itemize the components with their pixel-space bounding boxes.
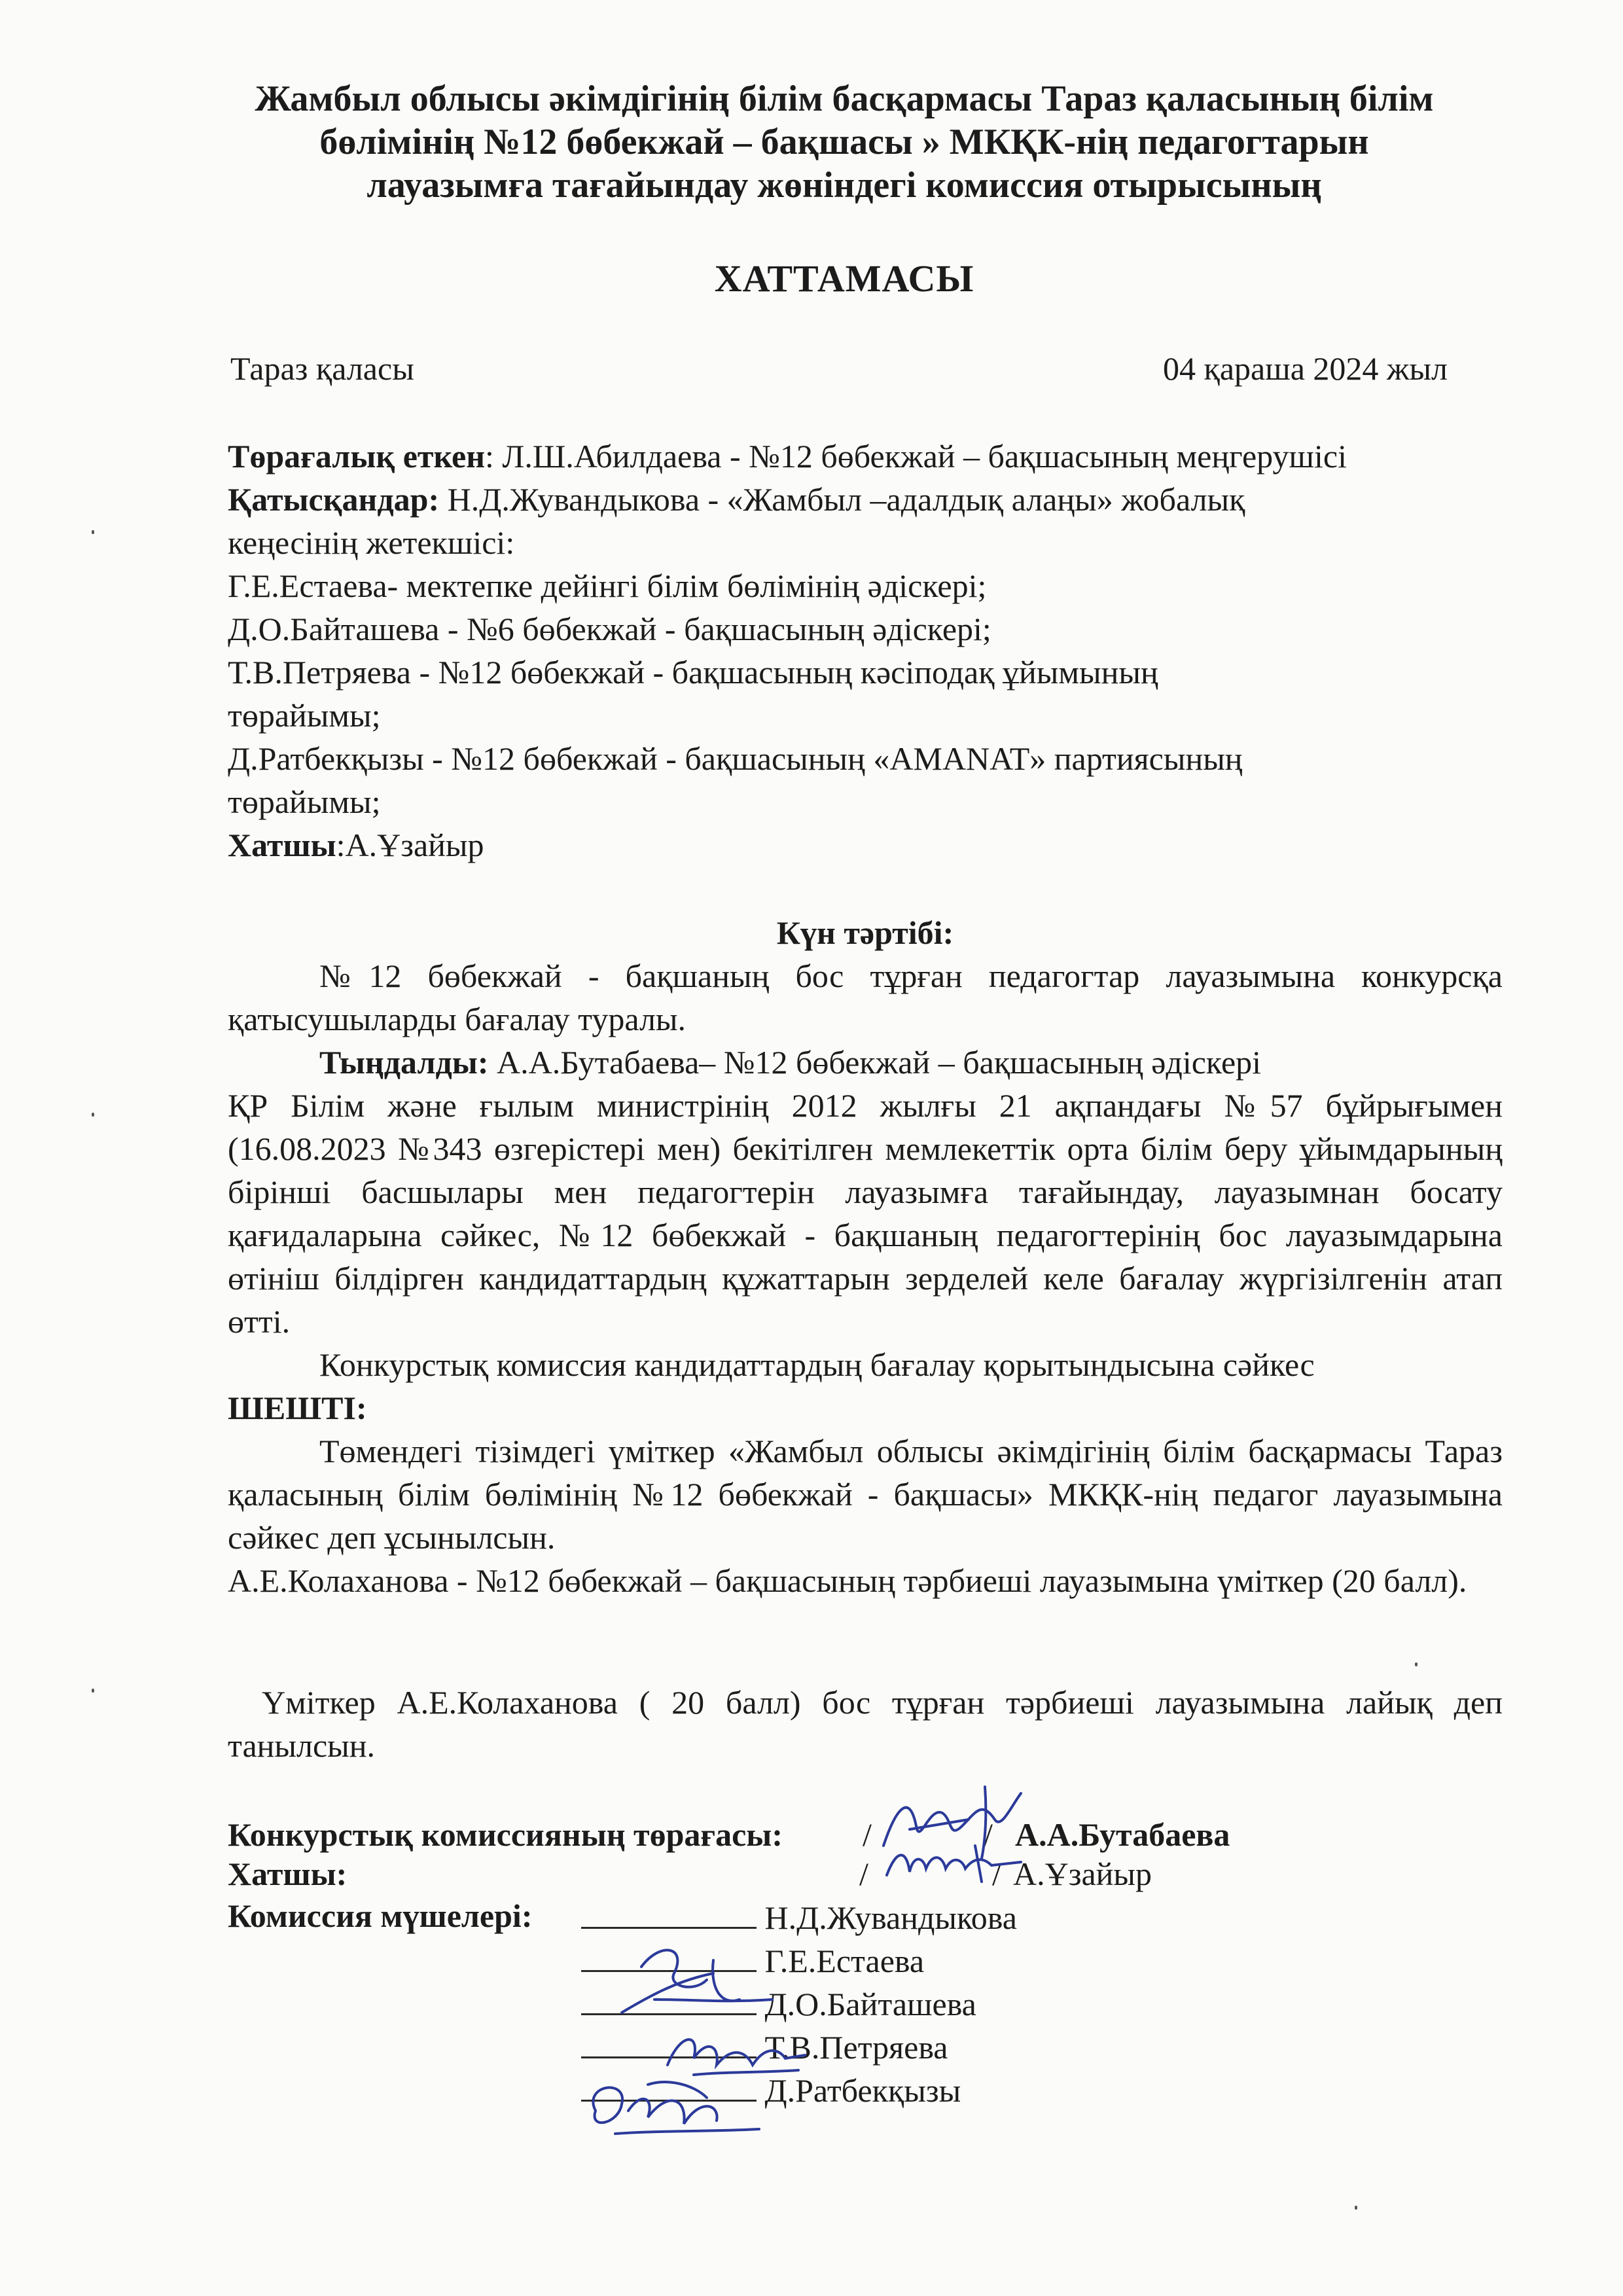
participant-5: Д.Ратбекқызы - №12 бөбекжай - бақшасының «AMANAT» партиясының	[228, 740, 1243, 777]
member-name-3: Д.О.Байташева	[764, 1986, 976, 2022]
member-name-5: Д.Ратбекқызы	[764, 2072, 961, 2109]
header-line-1: Жамбыл облысы әкімдігінің білім басқармасы Тараз қаласының білім	[255, 79, 1434, 119]
document-header	[196, 77, 1492, 207]
heard-text: ҚР Білім және ғылым министрінің 2012 жылғы 21 ақпандағы №57 бұйрығымен (16.08.2023 №343 өзгерістері мен) бекітілген мемлекеттік орта білім беру ұйымдарының бірінші басшылары мен педагогтерін лауазымға тағайындау, лауазымнан босату қағидаларына сәйкес, №12 бөбекжай - бақшаның педагогтерінің бос лауазымдарына өтініш білдірген кандидаттардың құжаттарын зерделей келе бағалау жүргізілгенін атап өтті.	[228, 1087, 1503, 1340]
chair-slash-open: /	[863, 1816, 872, 1853]
participant-1: Н.Д.Жувандыкова - «Жамбыл –адалдық алаңы» жобалық	[439, 481, 1245, 518]
secretary-slash-open: /	[859, 1856, 868, 1892]
member-name-4: Т.В.Петряева	[764, 2029, 948, 2066]
agenda-item: №12 бөбекжай - бақшаның бос тұрған педагогтар лауазымына конкурсқа қатысушыларды бағалау туралы.	[228, 958, 1503, 1037]
decision-conclusion: Үміткер А.Е.Колаханова ( 20 балл) бос тұрған тәрбиеші лауазымына лайық деп танылсын.	[228, 1684, 1503, 1764]
decision-candidate: А.Е.Колаханова - №12 бөбекжай – бақшасының тәрбиеші лауазымына үміткер (20 балл).	[228, 1562, 1467, 1599]
decision-label: ШЕШТІ:	[228, 1390, 367, 1426]
scan-mark	[92, 1689, 94, 1693]
secretary-line	[228, 823, 1503, 867]
member-signature-2	[615, 1934, 785, 2026]
chair-sign-name: А.А.Бутабаева	[1015, 1816, 1230, 1853]
header-line-2: бөлімінің №12 бөбекжай – бақшасы » МКҚК-нің педагогтарын	[319, 122, 1369, 162]
participant-2: Г.Е.Естаева- мектепке дейінгі білім бөлімінің әдіскері;	[228, 567, 987, 604]
scan-mark	[92, 530, 94, 534]
participants-line	[228, 478, 1503, 521]
scan-mark	[1415, 1662, 1418, 1666]
members-label: Комиссия мүшелері:	[228, 1897, 533, 1934]
secretary-signature	[877, 1836, 1034, 1888]
member-row-1	[581, 1894, 1017, 1939]
chair-sign-label: Конкурстық комиссияның төрағасы:	[228, 1816, 783, 1853]
participants-label: Қатысқандар:	[228, 481, 440, 518]
heard-speaker: А.А.Бутабаева– №12 бөбекжай – бақшасының әдіскері	[488, 1044, 1262, 1081]
agenda-section	[228, 911, 1503, 1602]
scan-mark	[92, 1113, 94, 1117]
chair-line	[228, 435, 1503, 478]
secretary-slash-close: /	[992, 1856, 1001, 1892]
heard-line	[228, 1041, 1503, 1084]
document-date: 04 қараша 2024 жыл	[1163, 350, 1448, 387]
secretary-sign-label: Хатшы:	[228, 1856, 348, 1892]
decision-text: Төмендегі тізімдегі үміткер «Жамбыл облысы әкімдігінің білім басқармасы Тараз қаласының білім бөлімінің №12 бөбекжай - бақшасы» МКҚК-нің педагог лауазымына сәйкес деп ұсынылсын.	[228, 1433, 1503, 1556]
chair-label: Төрағалық еткен	[228, 438, 486, 475]
agenda-heading: Күн тәртібі:	[776, 914, 954, 951]
scan-mark	[1355, 2206, 1357, 2210]
member-sign-line	[581, 1894, 757, 1929]
heard-label: Тыңдалды:	[319, 1044, 489, 1081]
secretary-text: :А.Ұзайыр	[336, 827, 484, 863]
chair-text: : Л.Ш.Абилдаева - №12 бөбекжай – бақшасының меңгерушісі	[485, 438, 1347, 475]
member-signature-5	[576, 2072, 772, 2150]
document-title: ХАТТАМАСЫ	[714, 257, 974, 300]
member-name-1: Н.Д.Жувандыкова	[764, 1899, 1017, 1936]
participant-1-cont: кеңесінің жетекшісі:	[228, 524, 515, 561]
participant-3: Д.О.Байташева - №6 бөбекжай - бақшасының әдіскері;	[228, 611, 991, 647]
city-label: Тараз қаласы	[230, 350, 414, 387]
participant-4-cont: төрайымы;	[228, 697, 381, 734]
attendees-section	[228, 435, 1503, 867]
header-line-3: лауазымға тағайындау жөніндегі комиссия отырысының	[366, 165, 1322, 206]
decision-intro: Конкурстық комиссия кандидаттардың бағалау қорытындысына сәйкес	[319, 1346, 1315, 1383]
participant-4: Т.В.Петряева - №12 бөбекжай - бақшасының кәсіподақ ұйымының	[228, 654, 1158, 691]
secretary-label: Хатшы	[228, 827, 336, 863]
member-name-2: Г.Е.Естаева	[764, 1943, 925, 1979]
secretary-sign-name: А.Ұзайыр	[1013, 1856, 1152, 1892]
chair-slash-close: /	[984, 1816, 993, 1853]
participant-5-cont: төрайымы;	[228, 783, 381, 820]
